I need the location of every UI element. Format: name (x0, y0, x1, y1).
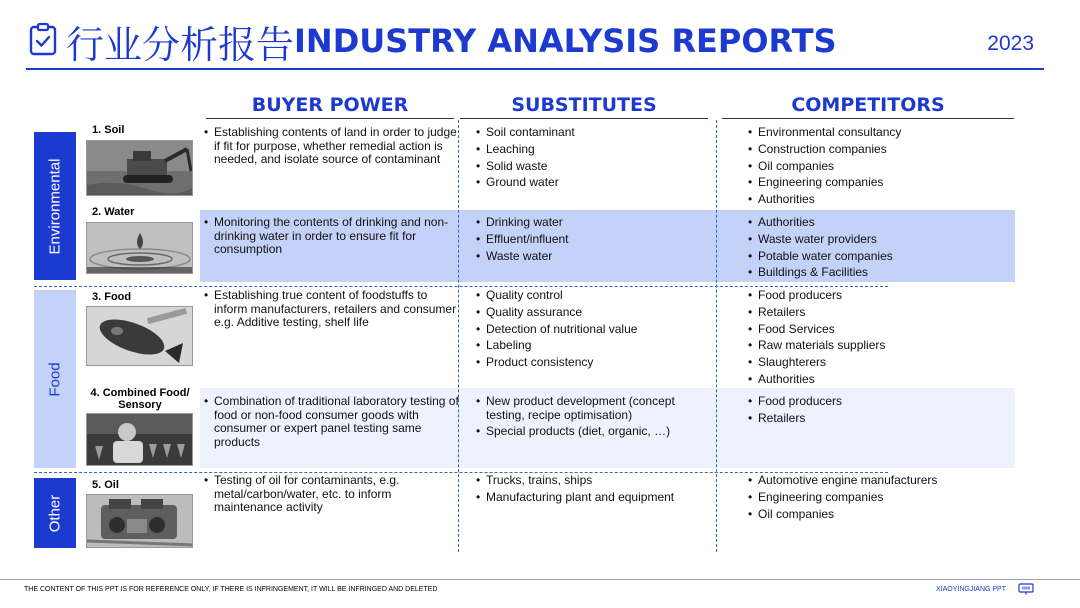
list-item: • Quality assurance (476, 306, 712, 320)
item-label-soil: 1. Soil (92, 124, 125, 136)
item-label-combined-food-sensory: 4. Combined Food/ Sensory (90, 387, 190, 411)
list-item: • Effluent/influent (476, 233, 712, 247)
cell-competitors-water (748, 216, 1014, 283)
list-item: • Raw materials suppliers (748, 339, 1014, 353)
cell-substitutes-combined (476, 395, 712, 442)
cell-buyer-soil (204, 126, 458, 167)
list-item: • Authorities (748, 216, 1014, 230)
list-item: • Automotive engine manufacturers (748, 474, 1014, 488)
category-environmental: Environmental (34, 132, 76, 280)
list-item: • Quality control (476, 289, 712, 303)
photo-oil-engine (86, 494, 193, 548)
cell-buyer-water (204, 216, 466, 257)
row-divider (34, 286, 888, 287)
list-item: • Soil contaminant (476, 126, 712, 140)
list-item: • Engineering companies (748, 491, 1014, 505)
list-item: • Food producers (748, 395, 1014, 409)
list-item: • Ground water (476, 176, 712, 190)
clipboard-check-icon (28, 22, 58, 56)
photo-food-fish (86, 306, 193, 366)
list-item: • Detection of nutritional value (476, 323, 712, 337)
item-label-water: 2. Water (92, 206, 135, 218)
column-underline (460, 118, 708, 119)
title-chinese: 行业分析报告 (66, 22, 295, 67)
footer-disclaimer: THE CONTENT OF THIS PPT IS FOR REFERENCE ONLY, IF THERE IS INFRINGEMENT, IT WILL BE INFRINGED AND DELETED (24, 586, 438, 593)
list-item: • Drinking water (476, 216, 712, 230)
cell-competitors-oil (748, 474, 1014, 524)
list-item: • Testing of oil for contaminants, e.g. metal/carbon/water, etc. to inform maintenance activity (204, 474, 458, 515)
column-underline (722, 118, 1014, 119)
header-divider (26, 68, 1044, 70)
footer-brand: XIAOYINGJIANG PPT (935, 586, 1006, 593)
list-item: • Special products (diet, organic, …) (476, 425, 712, 439)
list-item: • Establishing true content of foodstuffs to inform manufacturers, retailers and consumer e.g. Additive testing, shelf life (204, 289, 458, 330)
cell-buyer-oil (204, 474, 458, 515)
list-item: • New product development (concept testing, recipe optimisation) (476, 395, 712, 422)
column-divider (716, 120, 717, 552)
list-item: • Trucks, trains, ships (476, 474, 712, 488)
cell-competitors-soil (748, 126, 1014, 210)
cell-competitors-food (748, 289, 1014, 390)
cell-buyer-combined (204, 395, 470, 449)
list-item: • Oil companies (748, 160, 1014, 174)
list-item: • Potable water companies (748, 250, 1014, 264)
column-header-buyer-power: BUYER POWER (251, 94, 409, 116)
list-item: • Engineering companies (748, 176, 1014, 190)
photo-sensory-panel (86, 413, 193, 466)
list-item: • Product consistency (476, 356, 712, 370)
year-label: 2023 (987, 32, 1034, 55)
list-item: • Waste water (476, 250, 712, 264)
footer-divider (0, 579, 1080, 580)
list-item: • Environmental consultancy (748, 126, 1014, 140)
list-item: • Retailers (748, 306, 1014, 320)
page-title (66, 16, 837, 66)
list-item: • Oil companies (748, 508, 1014, 522)
photo-water-drop (86, 222, 193, 274)
cell-competitors-combined (748, 395, 1014, 429)
list-item: • Authorities (748, 193, 1014, 207)
column-header-competitors: COMPETITORS (791, 94, 945, 116)
category-food: Food (34, 290, 76, 468)
list-item: • Establishing contents of land in order to judge if fit for purpose, whether remedial action is needed, and isolate source of contaminant (204, 126, 458, 167)
list-item: • Solid waste (476, 160, 712, 174)
list-item: • Combination of traditional laboratory testing of food or non-food consumer goods with consumer or expert panel testing same products (204, 395, 470, 449)
list-item: • Manufacturing plant and equipment (476, 491, 712, 505)
list-item: • Buildings & Facilities (748, 266, 1014, 280)
cell-buyer-food (204, 289, 458, 330)
list-item: • Leaching (476, 143, 712, 157)
list-item: • Labeling (476, 339, 712, 353)
list-item: • Retailers (748, 412, 1014, 426)
column-underline (206, 118, 454, 119)
list-item: • Food Services (748, 323, 1014, 337)
cell-substitutes-food (476, 289, 712, 373)
list-item: • Waste water providers (748, 233, 1014, 247)
cell-substitutes-water (476, 216, 712, 266)
item-label-oil: 5. Oil (92, 479, 119, 491)
category-other: Other (34, 478, 76, 548)
list-item: • Authorities (748, 373, 1014, 387)
title-english: INDUSTRY ANALYSIS REPORTS (294, 22, 837, 60)
cell-substitutes-soil (476, 126, 712, 193)
photo-soil-excavator (86, 140, 193, 196)
list-item: • Food producers (748, 289, 1014, 303)
column-divider (458, 120, 459, 552)
cell-substitutes-oil (476, 474, 712, 508)
list-item: • Construction companies (748, 143, 1014, 157)
item-label-food: 3. Food (92, 291, 132, 303)
list-item: • Monitoring the contents of drinking and non-drinking water in order to ensure fit for consumption (204, 216, 466, 257)
presentation-icon (1018, 583, 1034, 595)
column-header-substitutes: SUBSTITUTES (511, 94, 657, 116)
list-item: • Slaughterers (748, 356, 1014, 370)
